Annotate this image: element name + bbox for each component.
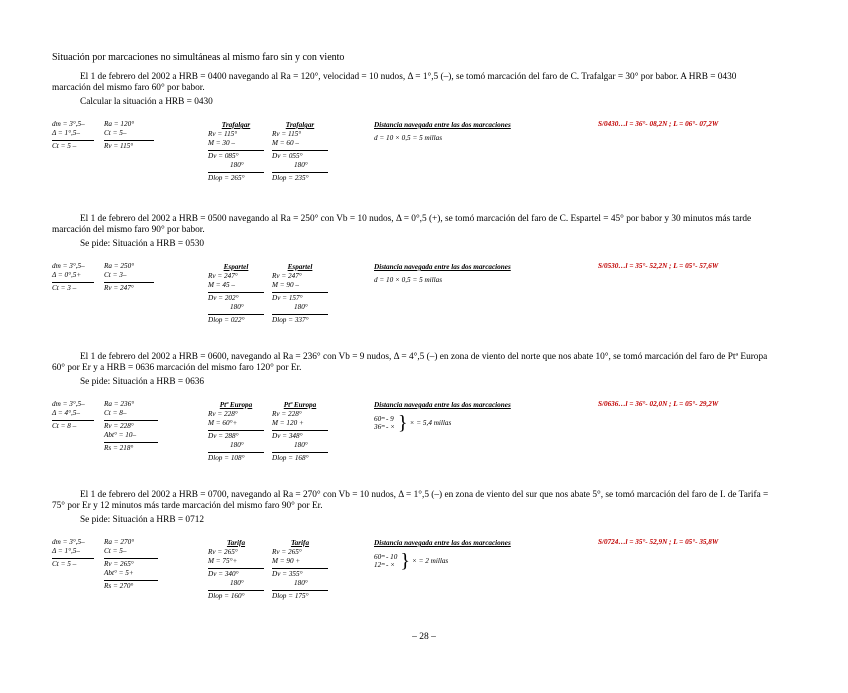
course-line: Ct = 3– (104, 271, 127, 279)
distance-header: Distancia navegada entre las dos marcaciones (374, 121, 511, 129)
lighthouse-label: Trafalgar (285, 121, 315, 129)
correction-line: Δ = 1°,5– (52, 547, 80, 555)
bearing-line: Dv = 355° (272, 570, 303, 578)
correction-block (52, 400, 94, 431)
bearing-line: Dv = 202° (208, 294, 239, 302)
position-result: S/0636…l = 36°- 02,0N ; L = 05°- 29,2W (598, 400, 719, 408)
bearing-line: M = 60°+ (208, 419, 238, 427)
course-block (104, 538, 158, 591)
course-line: Ra = 236° (104, 400, 135, 408)
lighthouse-label: Tarifa (290, 539, 310, 547)
bearing-line: Rv = 247° (272, 272, 302, 280)
bearing-line: 180° (294, 303, 308, 311)
bearing-line: 180° (230, 303, 244, 311)
bearing-line: M = 120 + (272, 419, 304, 427)
correction-total: Ct = 5 – (52, 560, 77, 568)
correction-block (52, 538, 94, 569)
bearing-line: 180° (294, 161, 308, 169)
bearing-line: Dv = 340° (208, 570, 239, 578)
distance-value: d = 10 × 0,5 = 5 millas (374, 134, 443, 142)
distance-header: Distancia navegada entre las dos marcaciones (374, 401, 511, 409)
bearing-1-block (208, 400, 264, 463)
problem-question: Se pide: Situación a HRB = 0530 (80, 239, 205, 249)
correction-total: Ct = 5 – (52, 142, 77, 150)
bearing-line: Rv = 247° (208, 272, 238, 280)
course-line: Rs = 218° (104, 444, 134, 452)
brace-symbol: } (398, 412, 408, 434)
bearing-line: Dv = 157° (272, 294, 303, 302)
course-line: Rv = 115° (104, 142, 134, 150)
bearing-line: Dv = 085° (208, 152, 239, 160)
rule-of-three (374, 414, 554, 432)
distance-header: Distancia navegada entre las dos marcaciones (374, 539, 511, 547)
bearing-2-block (272, 120, 328, 183)
bearing-line: Rv = 228° (208, 410, 238, 418)
correction-line: dm = 3°,5– (52, 120, 85, 128)
correction-line: Δ = 4°,5– (52, 409, 80, 417)
problem-3-text (52, 352, 772, 388)
bearing-line: M = 90 – (272, 281, 300, 289)
brace-symbol: } (400, 550, 410, 572)
distance-value: × = 5,4 millas (409, 419, 452, 427)
bearing-line: Rv = 228° (272, 410, 302, 418)
bearing-1-block (208, 120, 264, 183)
bearing-2-block (272, 400, 328, 463)
bearing-line: M = 30 – (208, 139, 236, 147)
correction-line: Δ = 1°,5– (52, 129, 80, 137)
problem-question: Calcular la situación a HRB = 0430 (80, 97, 213, 107)
lighthouse-label: Ptª Europa (219, 401, 253, 409)
bearing-line: M = 90 + (272, 557, 301, 565)
bearing-result: Dlop = 160° (208, 592, 245, 600)
bearing-result: Dlop = 337° (272, 316, 309, 324)
problem-statement: El 1 de febrero del 2002 a HRB = 0600, navegando al Ra = 236° con Vb = 9 nudos, Δ = 4°,5 (–) en zona de viento del norte que nos abate 10°, se tomó marcación del faro de Ptª Europa 60° por Er y a HRB = 0636 marcación del mismo faro 120° por Er. (52, 352, 768, 373)
bearing-line: M = 75°+ (208, 557, 238, 565)
distance-block (374, 538, 554, 570)
correction-line: dm = 3°,5– (52, 538, 85, 546)
problem-2-text (52, 214, 772, 250)
course-line: Abt° = 5+ (104, 569, 134, 577)
course-line: Ct = 5– (104, 129, 127, 137)
problem-3-work (52, 400, 772, 480)
lighthouse-label: Trafalgar (221, 121, 251, 129)
proportion-line: 12ᵐ - × (374, 561, 396, 569)
problem-statement: El 1 de febrero del 2002 a HRB = 0700, navegando al Ra = 270° con Vb = 10 nudos, Δ = 1°,5 (–) en zona de viento del sur que nos abate 5°, se tomó marcación del faro de I. de Tarifa = 75° por Er y 12 minutos más tarde marcación del mismo faro 90° por Er. (52, 490, 769, 511)
correction-total: Ct = 8 – (52, 422, 77, 430)
problem-statement: El 1 de febrero del 2002 a HRB = 0500 navegando al Ra = 250° con Vb = 10 nudos, Δ = 0°,5 (+), se tomó marcación del faro de C. Espartel = 45° por babor y 30 minutos más tarde marcación del mismo faro 90° por babor. (52, 214, 752, 235)
correction-block (52, 262, 94, 293)
bearing-1-block (208, 262, 264, 325)
course-line: Rv = 265° (104, 560, 134, 568)
distance-block (374, 400, 554, 432)
position-result: S/0724…l = 35°- 52,9N ; L = 05°- 35,8W (598, 538, 719, 546)
course-block (104, 120, 154, 151)
proportion-line: 60ᵐ - 10 (374, 553, 398, 561)
problem-question: Se pide: Situación a HRB = 0712 (80, 515, 205, 525)
bearing-result: Dlop = 022° (208, 316, 245, 324)
course-line: Rs = 270° (104, 582, 134, 590)
problem-1-work (52, 120, 772, 200)
bearing-1-block (208, 538, 264, 601)
bearing-line: Rv = 115° (208, 130, 238, 138)
problem-2-work (52, 262, 772, 342)
bearing-line: 180° (230, 441, 244, 449)
lighthouse-label: Ptª Europa (283, 401, 317, 409)
correction-line: dm = 3°,5– (52, 262, 85, 270)
course-line: Rv = 247° (104, 284, 134, 292)
course-block (104, 262, 154, 293)
course-line: Ct = 8– (104, 409, 127, 417)
bearing-line: 180° (230, 579, 244, 587)
bearing-line: 180° (230, 161, 244, 169)
correction-line: Δ = 0°,5+ (52, 271, 82, 279)
correction-line: dm = 3°,5– (52, 400, 85, 408)
course-line: Ra = 270° (104, 538, 135, 546)
bearing-line: Dv = 348° (272, 432, 303, 440)
position-result: S/0530…l = 35°- 52,2N ; L = 05°- 57,6W (598, 262, 719, 270)
bearing-result: Dlop = 235° (272, 174, 309, 182)
bearing-line: Rv = 115° (272, 130, 302, 138)
bearing-line: Rv = 265° (208, 548, 238, 556)
course-line: Ra = 250° (104, 262, 135, 270)
problem-statement: El 1 de febrero del 2002 a HRB = 0400 navegando al Ra = 120°, velocidad = 10 nudos, Δ = 1°,5 (–), se tomó marcación del faro de C. Trafalgar = 30° por babor. A HRB = 0430 marcación del mismo faro 60° por babor. (52, 72, 737, 93)
page-title: Situación por marcaciones no simultáneas al mismo faro sin y con viento (52, 52, 345, 63)
bearing-line: Dv = 055° (272, 152, 303, 160)
distance-header: Distancia navegada entre las dos marcaciones (374, 263, 511, 271)
bearing-2-block (272, 262, 328, 325)
lighthouse-label: Espartel (287, 263, 313, 271)
bearing-result: Dlop = 168° (272, 454, 309, 462)
bearing-line: M = 45 – (208, 281, 236, 289)
bearing-line: Rv = 265° (272, 548, 302, 556)
distance-block (374, 262, 554, 284)
rule-of-three (374, 552, 554, 570)
distance-value: × = 2 millas (411, 557, 449, 565)
bearing-line: M = 60 – (272, 139, 300, 147)
course-line: Rv = 228° (104, 422, 134, 430)
distance-value: d = 10 × 0,5 = 5 millas (374, 276, 443, 284)
bearing-result: Dlop = 175° (272, 592, 309, 600)
course-line: Ra = 120° (104, 120, 135, 128)
problem-question: Se pide: Situación a HRB = 0636 (80, 377, 205, 387)
bearing-2-block (272, 538, 328, 601)
proportion-line: 36ᵐ - × (374, 423, 396, 431)
correction-total: Ct = 3 – (52, 284, 77, 292)
correction-block (52, 120, 94, 151)
lighthouse-label: Tarifa (226, 539, 246, 547)
distance-block (374, 120, 554, 142)
bearing-result: Dlop = 265° (208, 174, 245, 182)
problem-4-work (52, 538, 772, 618)
bearing-result: Dlop = 108° (208, 454, 245, 462)
problem-4-text (52, 490, 772, 526)
proportion-line: 60ᵐ - 9 (374, 415, 394, 423)
course-block (104, 400, 158, 453)
bearing-line: Dv = 288° (208, 432, 239, 440)
course-line: Abt° = 10– (104, 431, 137, 439)
position-result: S/0430…l = 36°- 08,2N ; L = 06°- 07,2W (598, 120, 719, 128)
bearing-line: 180° (294, 441, 308, 449)
bearing-line: 180° (294, 579, 308, 587)
page-number: – 28 – (412, 632, 436, 642)
problem-1-text (52, 72, 772, 108)
course-line: Ct = 5– (104, 547, 127, 555)
lighthouse-label: Espartel (223, 263, 249, 271)
